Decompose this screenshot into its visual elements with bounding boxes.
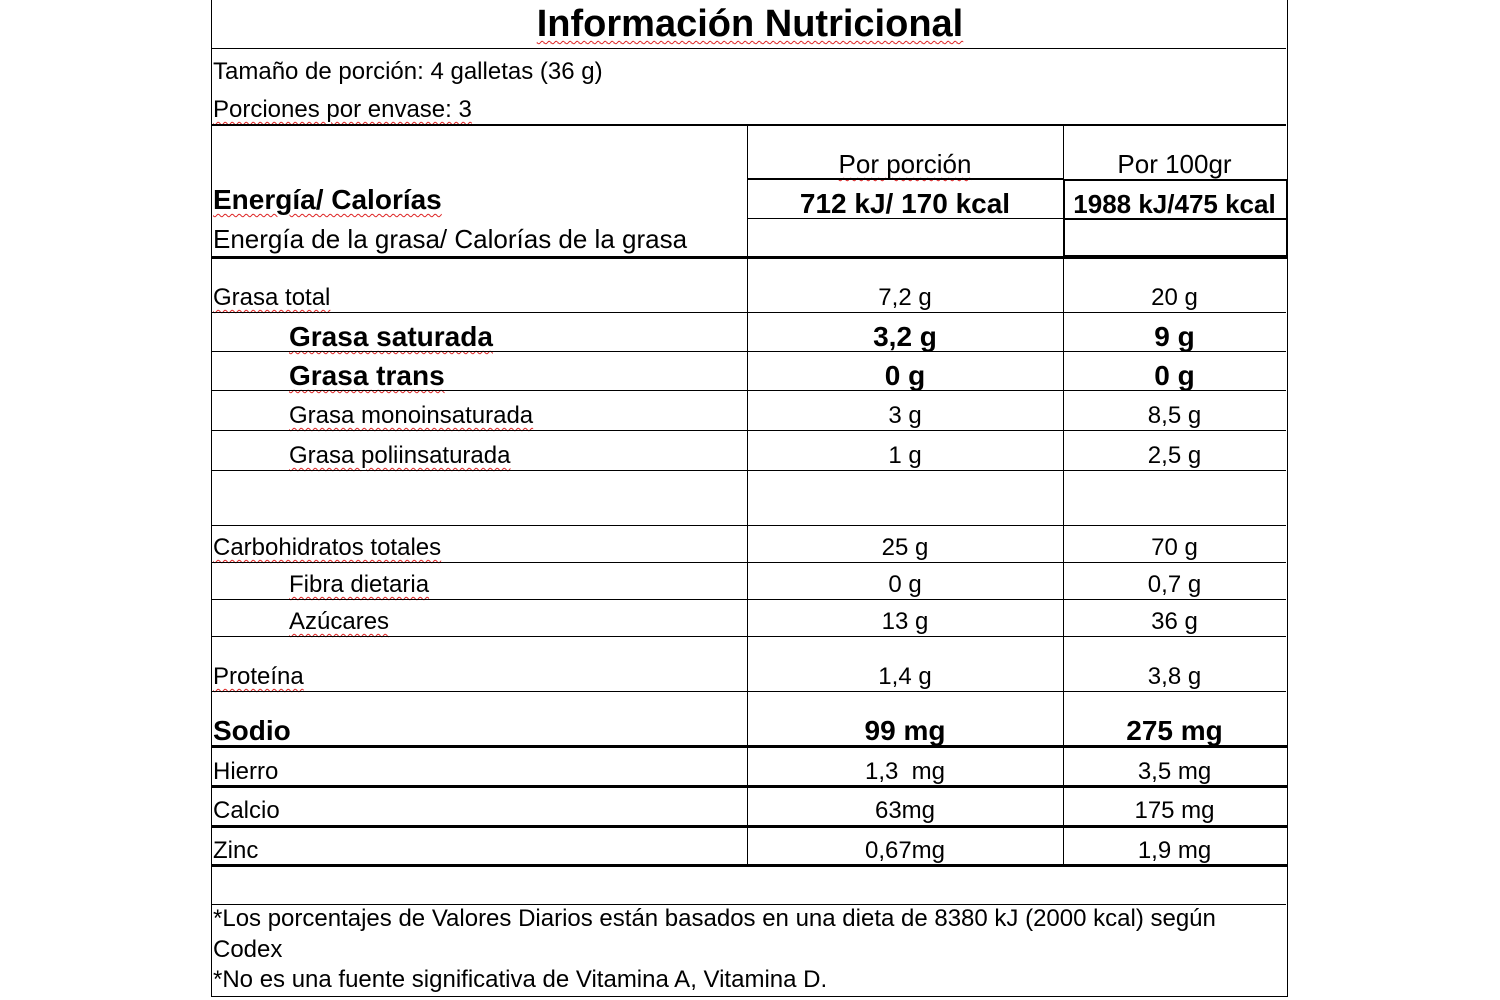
sugars-per-100: 36 g [1151,608,1198,635]
divider [747,178,1063,180]
fiber-per-100: 0,7 g [1147,571,1202,598]
footnote-daily-values: *Los porcentajes de Valores Diarios están basados en una dieta de 8380 kJ (2000 kcal) según [213,905,1216,932]
divider [211,691,1286,692]
calcium-per-100: 175 mg [1134,797,1215,824]
energy-per-serving: 712 kJ/ 170 kcal [799,188,1011,219]
divider [211,825,1288,828]
fiber-per-serving: 0 g [888,571,922,598]
saturated-fat-per-serving: 3,2 g [873,321,937,352]
trans-fat-per-100: 0 g [1154,360,1195,391]
divider [211,785,1288,788]
total-fat-per-100: 20 g [1151,284,1198,311]
trans-fat-label: Grasa trans [289,360,445,391]
divider [211,636,1286,637]
divider [211,256,1288,259]
sodium-per-100: 275 mg [1126,715,1223,746]
calcium-label: Calcio [213,797,280,824]
iron-per-serving: 1,3 mg [864,758,946,785]
footnote-vitamins: *No es una fuente significativa de Vitamina A, Vitamina D. [213,966,828,993]
divider [211,525,1286,526]
calcium-per-serving: 63mg [874,797,936,824]
poly-fat-per-serving: 1 g [888,442,922,469]
zinc-label: Zinc [213,837,259,864]
zinc-per-100: 1,9 mg [1137,837,1212,864]
footnote-daily-values-cont: Codex [213,936,283,963]
poly-fat-per-100: 2,5 g [1147,442,1202,469]
protein-label: Proteína [213,663,304,690]
total-fat-per-serving: 7,2 g [878,284,932,311]
divider [211,745,1288,748]
divider [211,599,1286,600]
saturated-fat-label: Grasa saturada [289,321,493,352]
label-title: Información Nutricional [536,3,964,45]
carbs-label: Carbohidratos totales [213,534,442,561]
divider [211,48,1286,49]
protein-per-100: 3,8 g [1147,663,1202,690]
divider [747,218,1063,219]
protein-per-serving: 1,4 g [878,663,932,690]
column-header-per-serving: Por porción [838,149,972,179]
zinc-per-serving: 0,67mg [864,837,946,864]
sodium-label: Sodio [213,715,291,746]
column-header-per-100: Por 100gr [1117,149,1232,179]
mono-fat-label: Grasa monoinsaturada [289,402,534,429]
iron-per-100: 3,5 mg [1137,758,1212,785]
mono-fat-per-serving: 3 g [888,402,922,429]
servings-per-container: Porciones por envase: 3 [213,96,472,123]
saturated-fat-per-100: 9 g [1154,321,1195,352]
divider [211,864,1288,867]
energy-per-100: 1988 kJ/475 kcal [1073,189,1276,219]
divider [211,312,1286,313]
total-fat-label: Grasa total [213,284,331,311]
mono-fat-per-100: 8,5 g [1147,402,1202,429]
divider [211,351,1286,352]
poly-fat-label: Grasa poliinsaturada [289,442,511,469]
sodium-per-serving: 99 mg [864,715,946,746]
divider [211,430,1286,431]
carbs-per-100: 70 g [1151,534,1198,561]
trans-fat-per-serving: 0 g [884,360,926,391]
divider [211,124,1286,126]
serving-size: Tamaño de porción: 4 galletas (36 g) [213,58,603,85]
iron-label: Hierro [213,758,279,785]
fat-energy-label: Energía de la grasa/ Calorías de la grasa [213,224,688,254]
divider [211,470,1286,471]
energy-label: Energía/ Calorías [213,184,442,215]
carbs-per-serving: 25 g [881,534,929,561]
column-divider [1063,124,1064,866]
sugars-label: Azúcares [289,608,390,635]
divider [211,562,1286,563]
sugars-per-serving: 13 g [881,608,929,635]
divider [211,390,1286,391]
fiber-label: Fibra dietaria [289,571,430,598]
column-divider [747,124,748,866]
